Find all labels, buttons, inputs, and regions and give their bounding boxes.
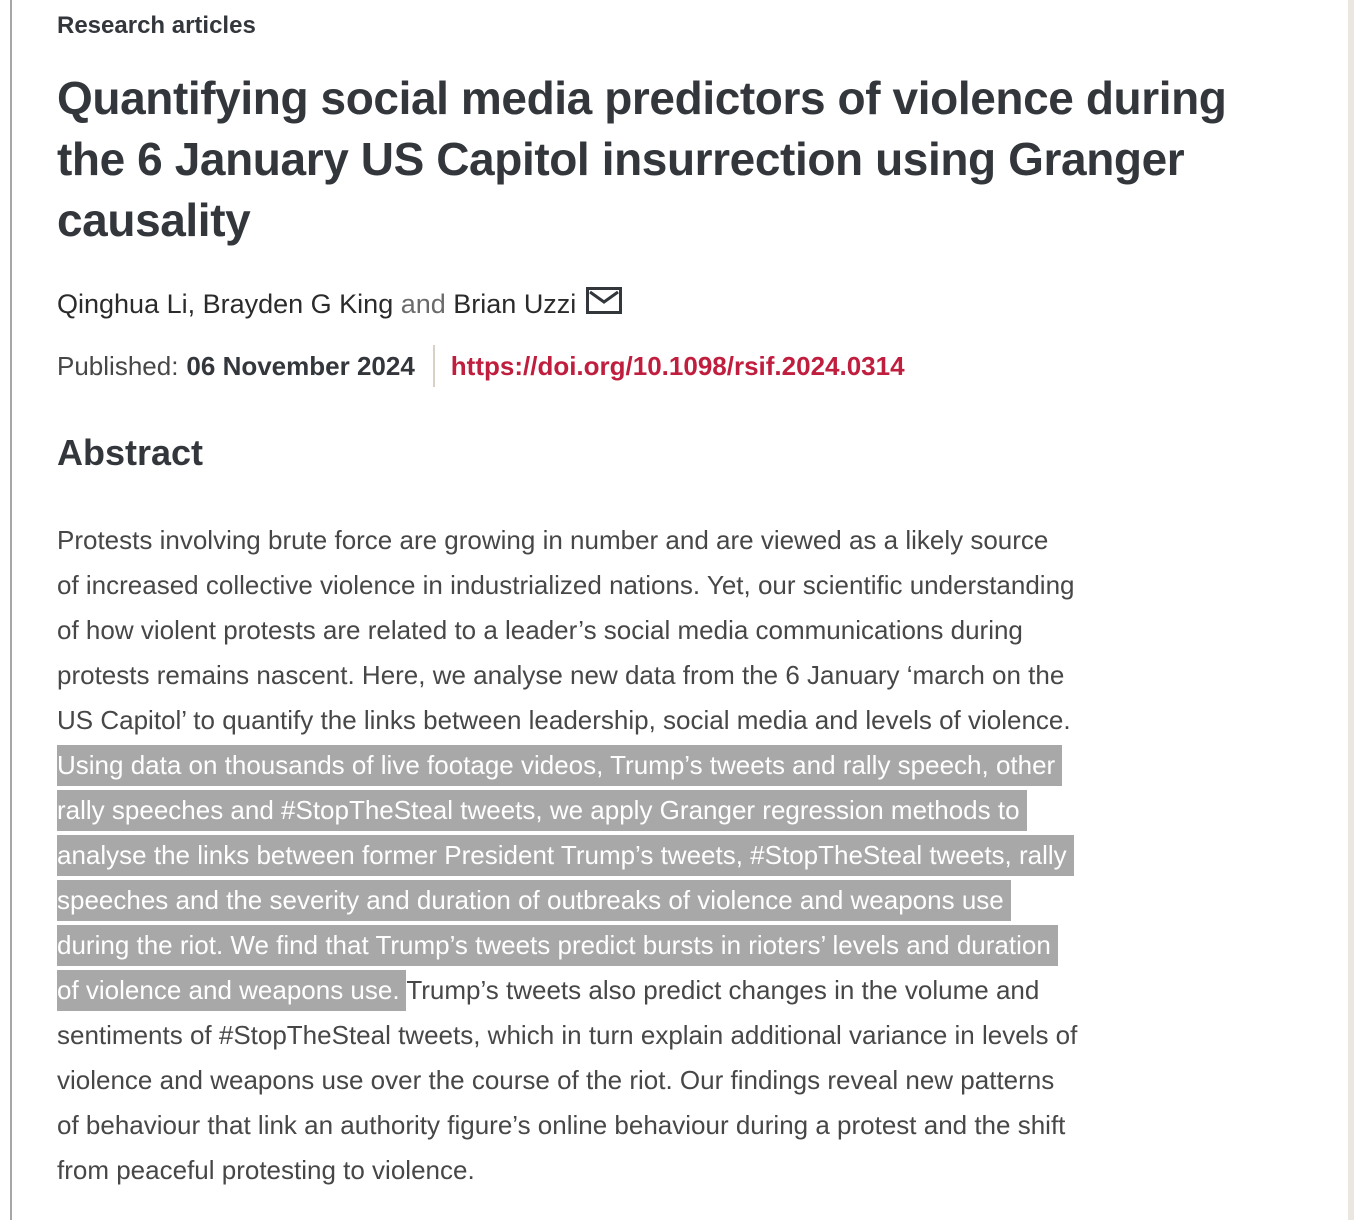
abstract-line [57,923,1302,968]
abstract-line [57,833,1302,878]
authors-conjunction: and [393,289,454,319]
abstract-line [57,878,1302,923]
published-date: 06 November 2024 [186,351,415,381]
abstract-text-segment: Protests involving brute force are growing in number and are viewed as a likely source [57,525,1049,555]
abstract-highlighted-segment: during the riot. We find that Trump’s tweets predict bursts in rioters’ levels and duration [57,925,1058,966]
abstract-text-segment: of behaviour that link an authority figure’s online behaviour during a protest and the shift [57,1110,1066,1140]
author-names[interactable]: Qinghua Li, Brayden G King [57,289,394,319]
envelope-icon[interactable] [586,287,622,314]
abstract-line [57,698,1302,743]
page-right-edge-strip [1348,0,1354,1220]
section-kicker[interactable]: Research articles [57,12,256,39]
abstract-line [57,1013,1302,1058]
abstract-line [57,968,1302,1013]
abstract-highlighted-segment: rally speeches and #StopTheSteal tweets, we apply Granger regression methods to [57,790,1027,831]
abstract-text-segment: from peaceful protesting to violence. [57,1155,475,1185]
abstract-line [57,653,1302,698]
abstract-line [57,1103,1302,1148]
abstract-text-segment: protests remains nascent. Here, we analyse new data from the 6 January ‘march on the [57,660,1065,690]
corresponding-author[interactable]: Brian Uzzi [453,289,577,319]
doi-link[interactable]: https://doi.org/10.1098/rsif.2024.0314 [450,351,905,381]
article-content [57,0,1302,1193]
published-row [57,345,1302,387]
published-label: Published: [57,351,179,381]
abstract-line [57,518,1302,563]
abstract-line [57,1148,1302,1193]
abstract-line [57,563,1302,608]
article-title: Quantifying social media predictors of violence during the 6 January US Capitol insurrection using Granger causality [57,72,1227,246]
abstract-line [57,608,1302,653]
abstract-highlighted-segment: analyse the links between former President Trump’s tweets, #StopTheSteal tweets, rally [57,835,1074,876]
abstract-highlighted-segment: of violence and weapons use. [57,970,406,1011]
abstract-line [57,1058,1302,1103]
authors-line [57,287,1302,321]
abstract-text-segment: of increased collective violence in industrialized nations. Yet, our scientific understanding [57,570,1075,600]
abstract-line [57,788,1302,833]
abstract-text-segment: US Capitol’ to quantify the links between leadership, social media and levels of violence. [57,705,1071,735]
abstract-heading: Abstract [57,432,204,473]
abstract-body [57,518,1302,1193]
page-left-rule [10,0,12,1220]
abstract-text-segment: Trump’s tweets also predict changes in the volume and [406,975,1040,1005]
abstract-text-segment: of how violent protests are related to a leader’s social media communications during [57,615,1023,645]
abstract-highlighted-segment: Using data on thousands of live footage videos, Trump’s tweets and rally speech, other [57,745,1062,786]
published-divider [433,345,435,387]
abstract-text-segment: violence and weapons use over the course of the riot. Our findings reveal new patterns [57,1065,1055,1095]
abstract-line [57,743,1302,788]
abstract-text-segment: sentiments of #StopTheSteal tweets, which in turn explain additional variance in levels of [57,1020,1078,1050]
abstract-highlighted-segment: speeches and the severity and duration of outbreaks of violence and weapons use [57,880,1011,921]
